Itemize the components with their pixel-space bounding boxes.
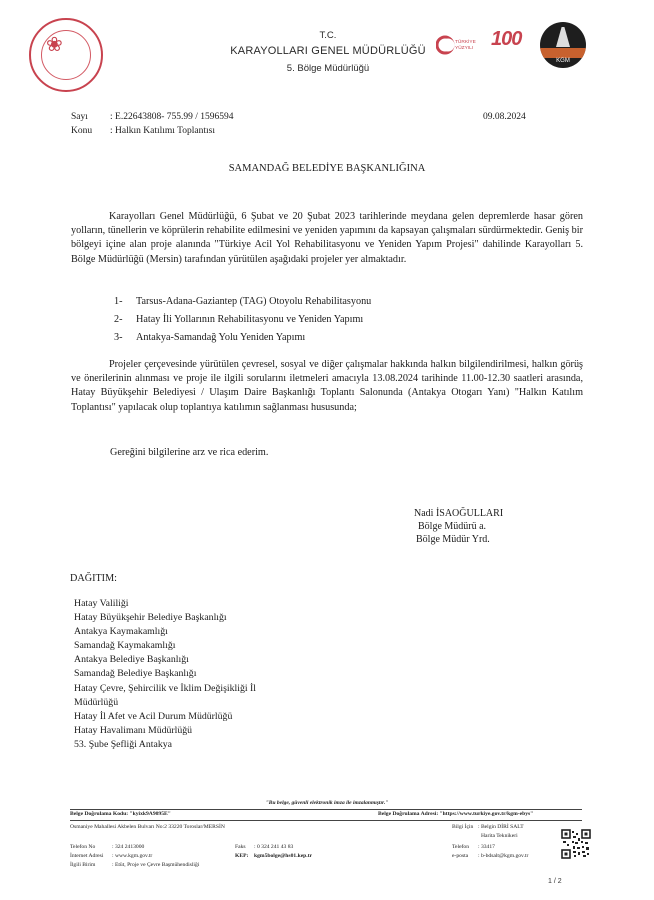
ministry-seal-logo — [29, 18, 103, 92]
distribution-item: Hatay Büyükşehir Belediye Başkanlığı — [74, 612, 227, 624]
distribution-item: Hatay Çevre, Şehircilik ve İklim Değişikliği İl — [74, 682, 257, 694]
footer-info-label: Bilgi İçin — [452, 824, 474, 830]
konu-value: : Halkın Katılımı Toplantısı — [110, 126, 215, 136]
footer-kep-value: kgm5bolge@hs01.kep.tr — [254, 853, 313, 859]
esignature-note: "Bu belge, güvenli elektronik imza ile imzalanmıştır." — [265, 800, 389, 806]
kgm-logo — [540, 22, 586, 68]
konu-label: Konu — [71, 126, 93, 136]
distribution-item: Samandağ Kaymakamlığı — [74, 640, 176, 652]
signatory-title: Bölge Müdürü a. — [418, 521, 487, 532]
footer-eposta-label: e-posta — [452, 853, 469, 859]
distribution-item: Samandağ Belediye Başkanlığı — [74, 668, 197, 680]
distribution-item: Antakya Kaymakamlığı — [74, 626, 168, 638]
footer-eposta-value: : b-bdsalt@kgm.gov.tr — [478, 853, 529, 859]
sayi-value: : E.22643808- 755.99 / 1596594 — [110, 112, 234, 122]
footer-ilgili-value: : Etüt, Proje ve Çevre Başmühendisliği — [112, 862, 200, 868]
paragraph-intro: Karayolları Genel Müdürlüğü, 6 Şubat ve 20 Şubat 2023 tarihlerinde meydana gelen depremlerde hasar gören yolların, tünellerin ve köprülerin rehabilite edilmesini ve yeniden yapımını da kapsayan çalışmaları sürdürmektedir. Geniş bir bölgeyi içine alan proje alanında "Türkiye Acil Yol Rehabilitasyonu ve Yeniden Yapım Projesi" dahilinde Karayolları 5. Bölge Müdürlüğü (Mersin) tarafından yürütülen aşağıdaki projeler yer almaktadır. — [71, 211, 583, 265]
distribution-title: DAĞITIM: — [70, 573, 117, 584]
list-item: Antakya-Samandağ Yolu Yeniden Yapımı — [136, 332, 306, 343]
header-directorate: KARAYOLLARI GENEL MÜDÜRLÜĞÜ — [230, 45, 426, 57]
qr-code-icon — [561, 829, 591, 859]
footer-kep-label: KEP: — [235, 853, 249, 859]
recipient: SAMANDAĞ BELEDİYE BAŞKANLIĞINA — [228, 163, 426, 174]
signatory-subtitle: Bölge Müdür Yrd. — [416, 534, 490, 545]
header-region: 5. Bölge Müdürlüğü — [286, 63, 370, 74]
footer-fax-label: Faks — [235, 844, 246, 850]
footer-web-label: İnternet Adresi — [70, 853, 104, 859]
distribution-item: Hatay Valiliği — [74, 598, 129, 609]
footer-tel-value: : 324 2413000 — [112, 844, 145, 850]
svg-text:YÜZYILI: YÜZYILI — [455, 46, 474, 51]
kgm-logo-text: KGM — [556, 58, 570, 64]
footer-tel-label: Telefon No — [70, 844, 96, 850]
sayi-label: Sayı — [71, 112, 88, 122]
footer-fax-value: : 0 324 241 43 83 — [254, 844, 294, 850]
distribution-list — [74, 597, 354, 752]
signatory-name: Nadi İSAOĞULLARI — [414, 508, 504, 519]
list-item-number: 3- — [114, 332, 123, 343]
centennial-100-logo — [491, 28, 537, 58]
header-tc: T.C. — [319, 30, 337, 41]
footer-divider — [70, 820, 582, 821]
verify-code: Belge Doğrulama Kodu: "kyixk9A9095E" — [70, 811, 171, 817]
distribution-item: Hatay Havalimanı Müdürlüğü — [74, 724, 193, 736]
list-item-number: 1- — [114, 296, 123, 307]
seal-emblem-icon: ❀ — [46, 32, 63, 56]
list-item-number: 2- — [114, 314, 123, 325]
paragraph-closing: Gereğini bilgilerine arz ve rica ederim. — [110, 447, 269, 458]
distribution-item: 53. Şube Şefliği Antakya — [74, 738, 172, 750]
distribution-item: Müdürlüğü — [74, 696, 119, 708]
list-item: Tarsus-Adana-Gaziantep (TAG) Otoyolu Rehabilitasyonu — [136, 296, 372, 307]
centennial-number: 100 — [491, 28, 522, 50]
footer-info-title: Harita Teknikeri — [481, 833, 518, 839]
document-date: 09.08.2024 — [483, 112, 526, 122]
footer-divider — [70, 809, 582, 810]
kgm-road-icon — [556, 27, 570, 47]
paragraph-meeting: Projeler çerçevesinde yürütülen çevresel, sosyal ve diğer çalışmalar hakkında halkın bilgilendirilmesi, halkın görüş ve önerilerinin alınması ve proje ile ilgili sorularını iletmeleri amacıyla 13.08.2024 tarihinde 11.00-12.30 saatleri arasında, Hatay Büyükşehir Belediyesi / Ulaşım Daire Başkanlığı Toplantı Salonunda (Antakya Otogarı Yanı) "Halkın Katılım Toplantısı" yapılacak olup toplantıya katılımın sağlanması hususunda; — [71, 359, 583, 413]
footer-telefon-label: Telefon — [452, 844, 470, 850]
distribution-item: Hatay İl Afet ve Acil Durum Müdürlüğü — [74, 710, 233, 722]
footer-web-value: : www.kgm.gov.tr — [112, 853, 153, 859]
footer-address: Osmaniye Mahallesi Akbelen Bulvarı No:2 33220 Toroslar/MERSİN — [70, 824, 225, 830]
distribution-item: Antakya Belediye Başkanlığı — [74, 654, 189, 666]
footer-info-value: : Belgin DİRİ SALT — [478, 824, 524, 830]
footer-ilgili-label: İlgili Birim — [70, 862, 96, 868]
page-number: 1 / 2 — [548, 878, 562, 885]
svg-text:TÜRKİYE: TÜRKİYE — [455, 40, 476, 45]
footer-telefon-value: : 33417 — [478, 844, 495, 850]
list-item: Hatay İli Yollarının Rehabilitasyonu ve Yeniden Yapımı — [136, 314, 364, 325]
turkiye-yuzyili-logo — [436, 32, 488, 58]
verify-address: Belge Doğrulama Adresi: "https://www.turkiye.gov.tr/kgm-ebys" — [378, 811, 534, 817]
